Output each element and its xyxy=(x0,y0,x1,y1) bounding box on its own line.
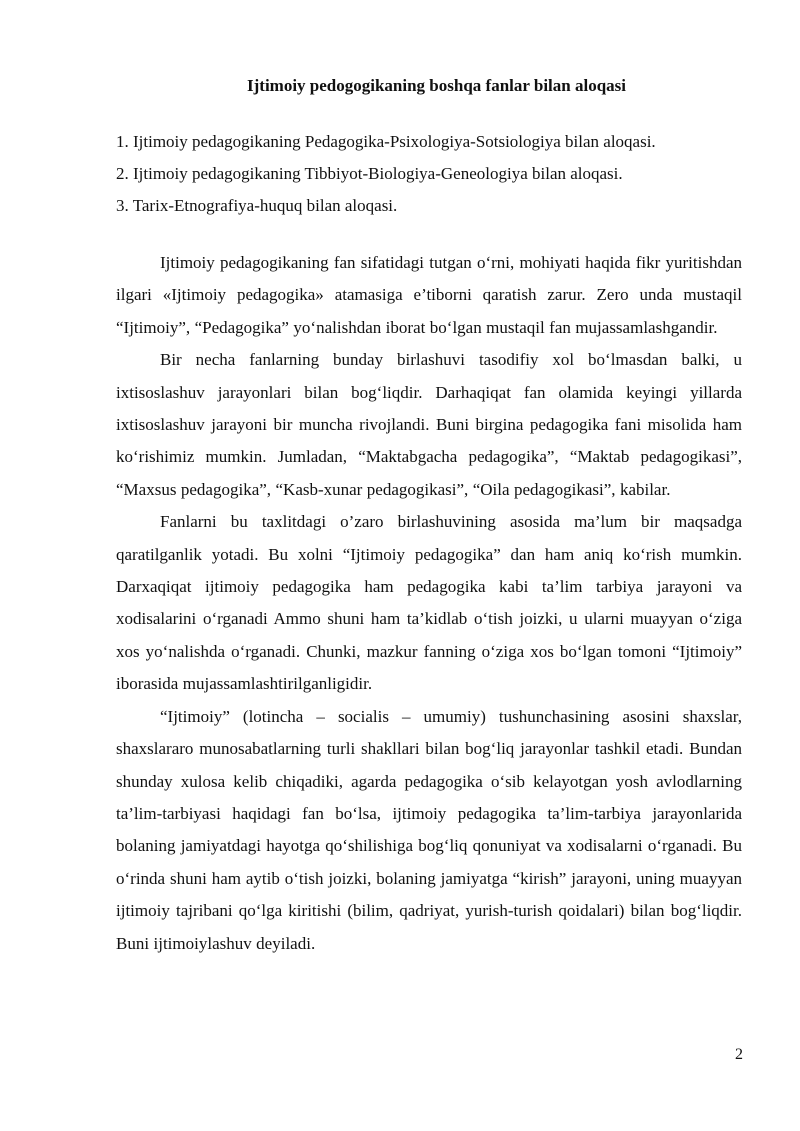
page-number: 2 xyxy=(735,1046,743,1063)
topic-list xyxy=(116,126,742,222)
paragraph-4: “Ijtimoiy” (lotincha – socialis – umumiy) tushunchasining asosini shaxslar, shaxslararo munosabatlarning turli shakllari bilan bog‘liq jarayonlar tashkil etadi. Bundan shunday xulosa kelib chiqadiki, agarda pedagogika o‘sib kelayotgan yosh avlodlarning ta’lim-tarbiyasi haqidagi fan bo‘lsa, ijtimoiy pedagogika ta’lim-tarbiya jarayonlarida bolaning jamiyatdagi hayotga qo‘shilishiga bog‘liq qonuniyat va xodisalarni o‘rganadi. Bu o‘rinda shuni ham aytib o‘tish joizki, bolaning jamiyatga “kirish” jarayoni, uning muayyan ijtimoiy tajribani qo‘lga kiritishi (bilim, qadriyat, yurish-turish qoidalari) bilan bog‘liqdir. Buni ijtimoiylashuv deyiladi. xyxy=(116,706,742,953)
paragraph-2: Bir necha fanlarning bunday birlashuvi tasodifiy xol bo‘lmasdan balki, u ixtisoslashuv jarayonlari bilan bog‘liqdir. Darhaqiqat fan olamida keyingi yillarda ixtisoslashuv jarayoni bir muncha rivojlandi. Buni birgina pedagogika fani misolida ham ko‘rishimiz mumkin. Jumladan, “Maktabgacha pedagogika”, “Maktab pedagogikasi”, “Maxsus pedagogika”, “Kasb-xunar pedagogikasi”, “Oila pedagogikasi”, kabilar. xyxy=(116,350,742,499)
topic-item-3: 3. Tarix-Etnografiya-huquq bilan aloqasi. xyxy=(116,196,398,215)
paragraph-3: Fanlarni bu taxlitdagi o’zaro birlashuvining asosida ma’lum bir maqsadga qaratilganlik yotadi. Bu xolni “Ijtimoiy pedagogika” dan ham aniq ko‘rish mumkin. Darxaqiqat ijtimoiy pedagogika ham pedagogika kabi ta’lim tarbiya jarayoni va xodisalarini o‘rganadi Ammo shuni ham ta’kidlab o‘tish joizki, u ularni muayyan o‘ziga xos yo‘nalishda o‘rganadi. Chunki, mazkur fanning o‘ziga xos bo‘lgan tomoni “Ijtimoiy” iborasida mujassamlashtirilganligidir. xyxy=(116,512,742,694)
topic-item-2: 2. Ijtimoiy pedagogikaning Tibbiyot-Biologiya-Geneologiya bilan aloqasi. xyxy=(116,164,623,183)
topic-item-1: 1. Ijtimoiy pedagogikaning Pedagogika-Psixologiya-Sotsiologiya bilan aloqasi. xyxy=(116,132,656,151)
paragraph-1: Ijtimoiy pedagogikaning fan sifatidagi tutgan o‘rni, mohiyati haqida fikr yuritishdan ilgari «Ijtimoiy pedagogika» atamasiga e’tiborni qaratish zarur. Zero unda mustaqil “Ijtimoiy”, “Pedagogika” yo‘nalishdan iborat bo‘lgan mustaqil fan mujassamlashgandir. xyxy=(116,253,742,337)
page-title: Ijtimoiy pedogogikaning boshqa fanlar bilan aloqasi xyxy=(247,76,626,95)
